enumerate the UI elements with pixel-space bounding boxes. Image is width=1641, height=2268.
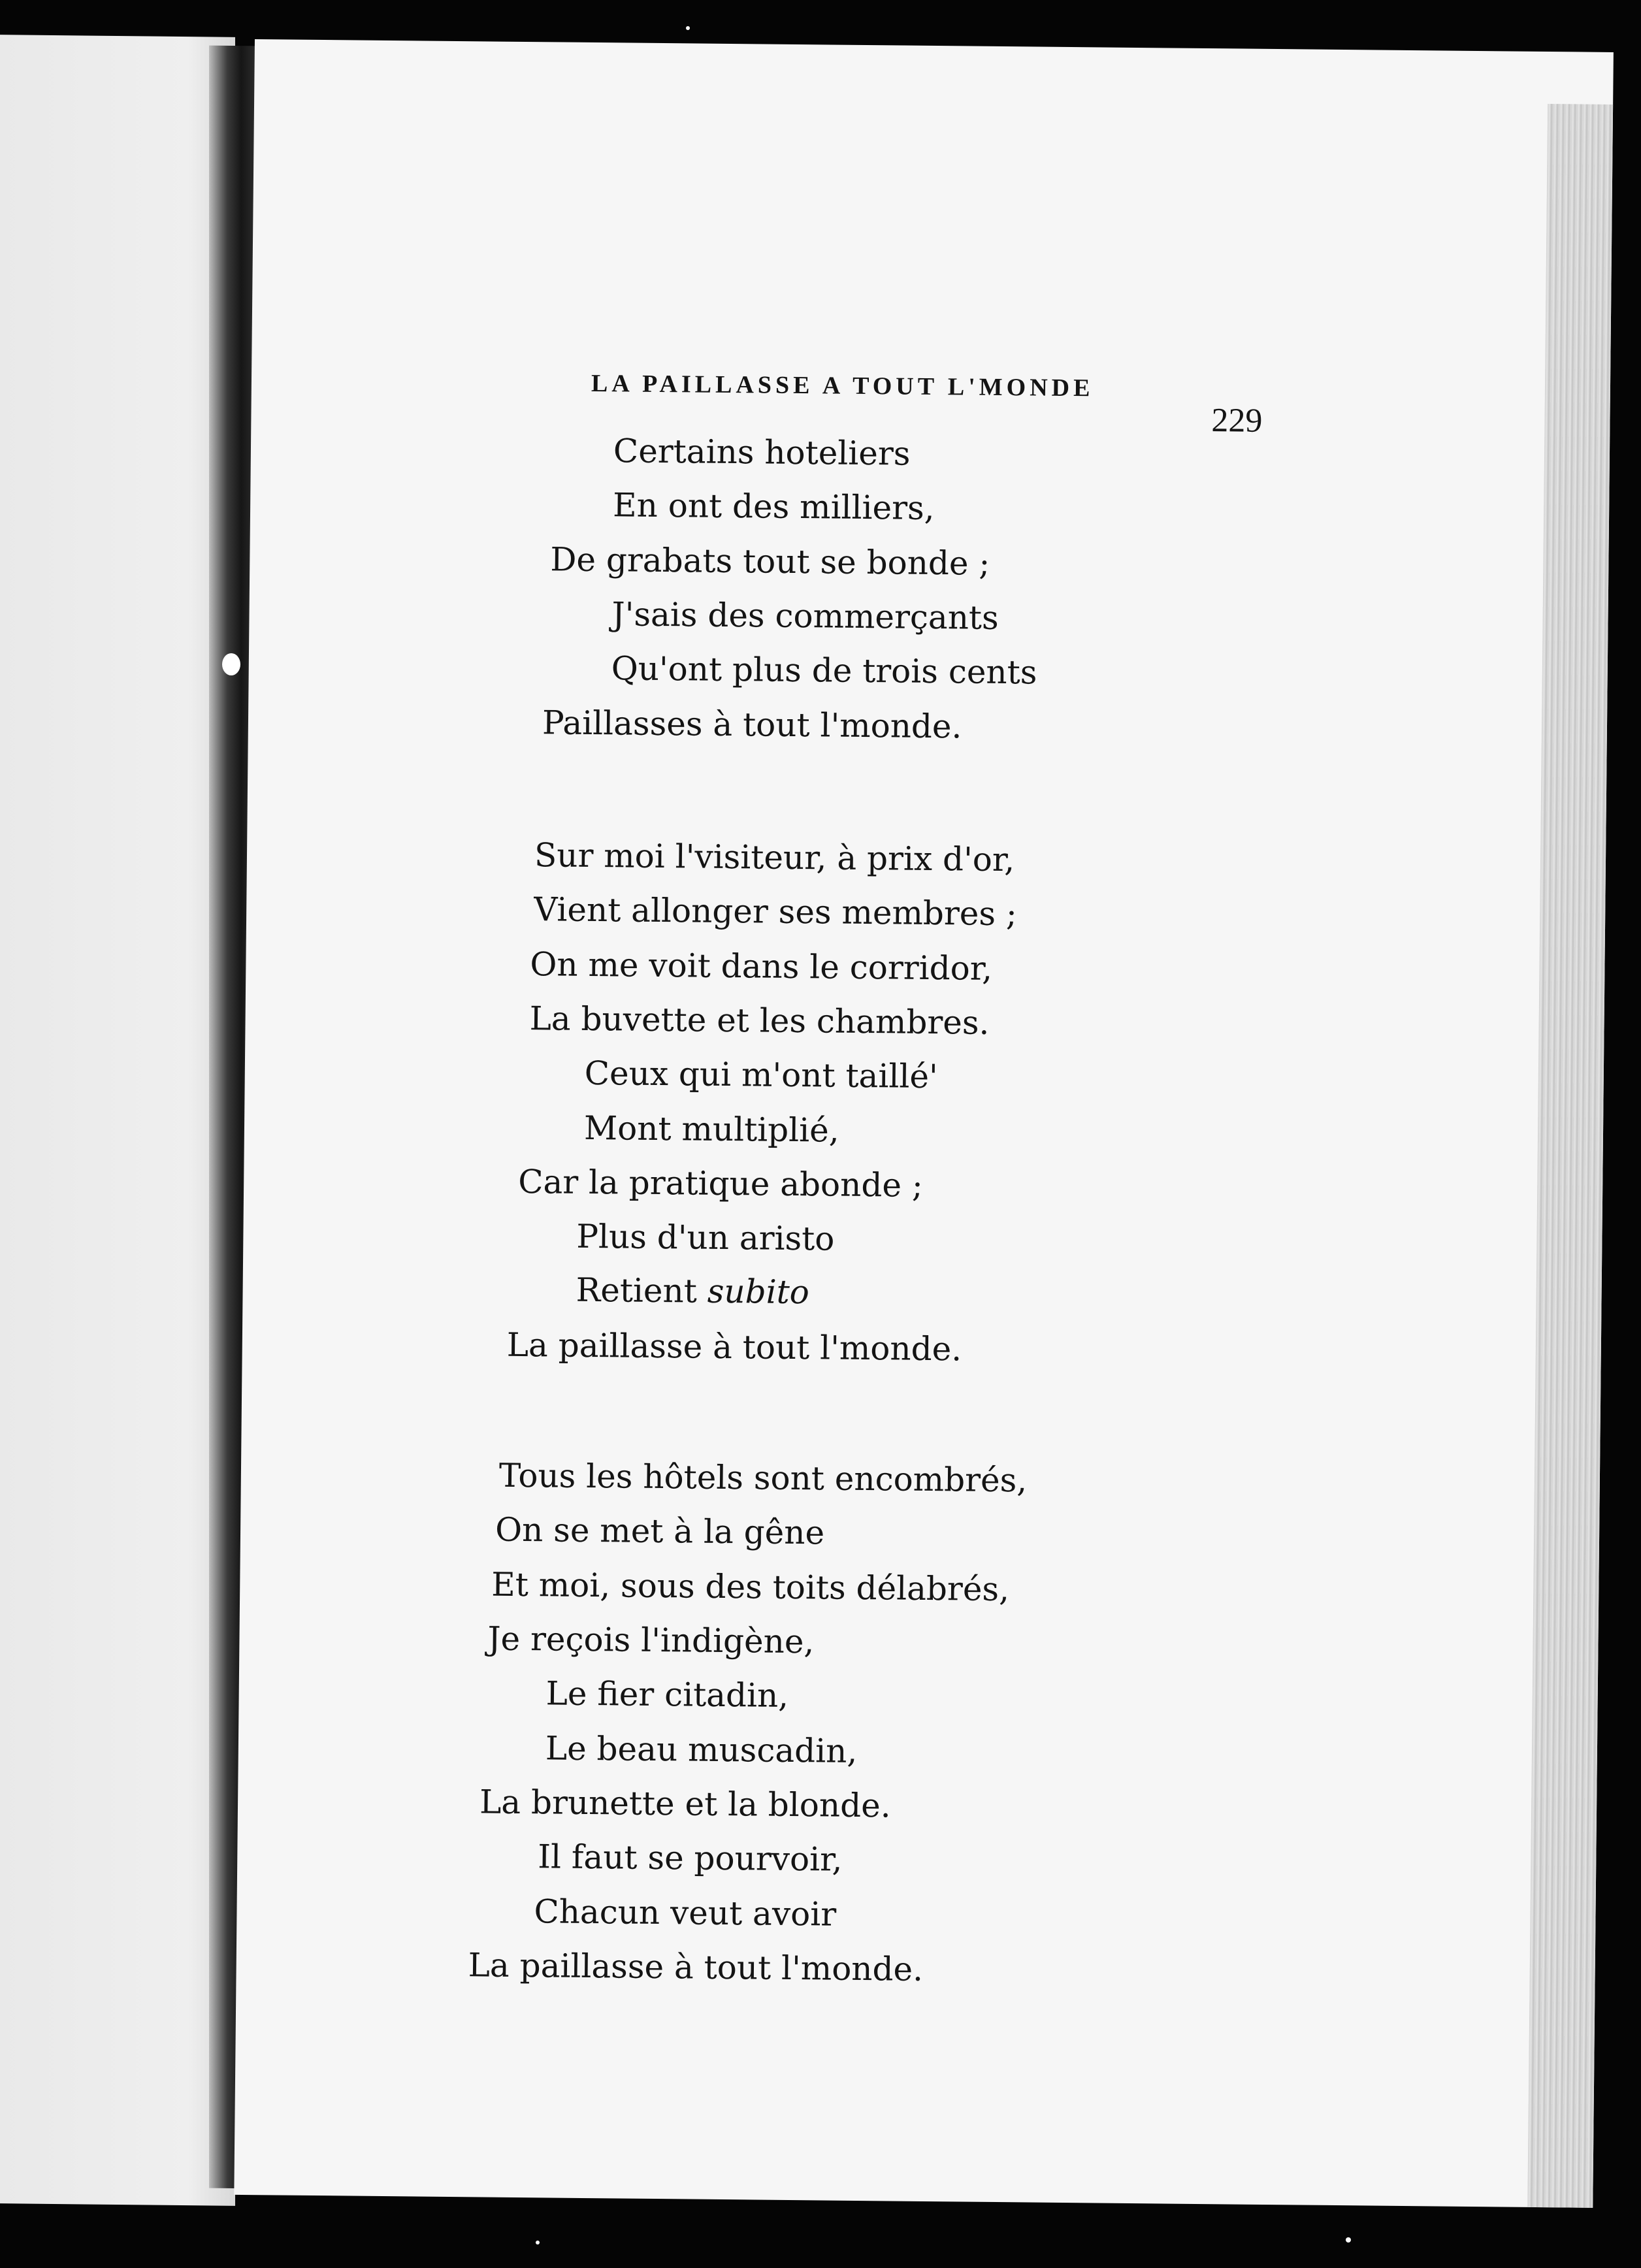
italic-word: subito xyxy=(707,1272,810,1312)
verse-line: Et moi, sous des toits délabrés, xyxy=(491,1565,1010,1609)
verse-line xyxy=(576,1271,809,1312)
page-number: 229 xyxy=(1211,402,1263,440)
scan-speck xyxy=(686,26,690,30)
verse-line: Qu'ont plus de trois cents xyxy=(611,649,1037,692)
verse-line: Certains hoteliers xyxy=(613,432,911,473)
verse-line: Paillasses à tout l'monde. xyxy=(542,704,962,746)
verse-line: Le beau muscadin, xyxy=(545,1729,858,1770)
verse-line: La buvette et les chambres. xyxy=(529,999,990,1042)
verse-line: Chacun veut avoir xyxy=(534,1892,837,1934)
scan-speck xyxy=(536,2241,540,2244)
verse-line: J'sais des commerçants xyxy=(611,595,999,637)
left-page-edge xyxy=(0,35,235,2206)
verse-line: La paillasse à tout l'monde. xyxy=(506,1325,962,1369)
verse-line: Vient allonger ses membres ; xyxy=(533,890,1018,933)
book-page xyxy=(234,39,1614,2208)
verse-line: De grabats tout se bonde ; xyxy=(550,540,990,583)
verse-text: Retient xyxy=(576,1271,698,1310)
verse-line: La brunette et la blonde. xyxy=(479,1783,891,1825)
verse-line: Il faut se pourvoir, xyxy=(538,1838,843,1879)
scan-speck xyxy=(1346,2237,1351,2243)
verse-line: Mont multiplié, xyxy=(583,1109,839,1150)
verse-line: On se met à la gêne xyxy=(495,1510,825,1552)
scan-speck xyxy=(222,653,240,675)
verse-line: Plus d'un aristo xyxy=(576,1217,835,1258)
verse-line: Car la pratique abonde ; xyxy=(517,1162,923,1205)
verse-line: Le fier citadin, xyxy=(545,1674,789,1715)
page-content xyxy=(234,39,1614,2208)
verse-line: Ceux qui m'ont taillé' xyxy=(584,1054,938,1096)
verse-line: La paillasse à tout l'monde. xyxy=(468,1946,924,1988)
verse-line: On me voit dans le corridor, xyxy=(530,945,993,988)
verse-line: Je reçois l'indigène, xyxy=(487,1619,815,1661)
verse-line: Sur moi l'visiteur, à prix d'or, xyxy=(534,836,1015,879)
verse-line: En ont des milliers, xyxy=(612,486,935,528)
verse-line: Tous les hôtels sont encombrés, xyxy=(498,1456,1028,1500)
running-head: LA PAILLASSE A TOUT L'MONDE xyxy=(591,369,1094,402)
